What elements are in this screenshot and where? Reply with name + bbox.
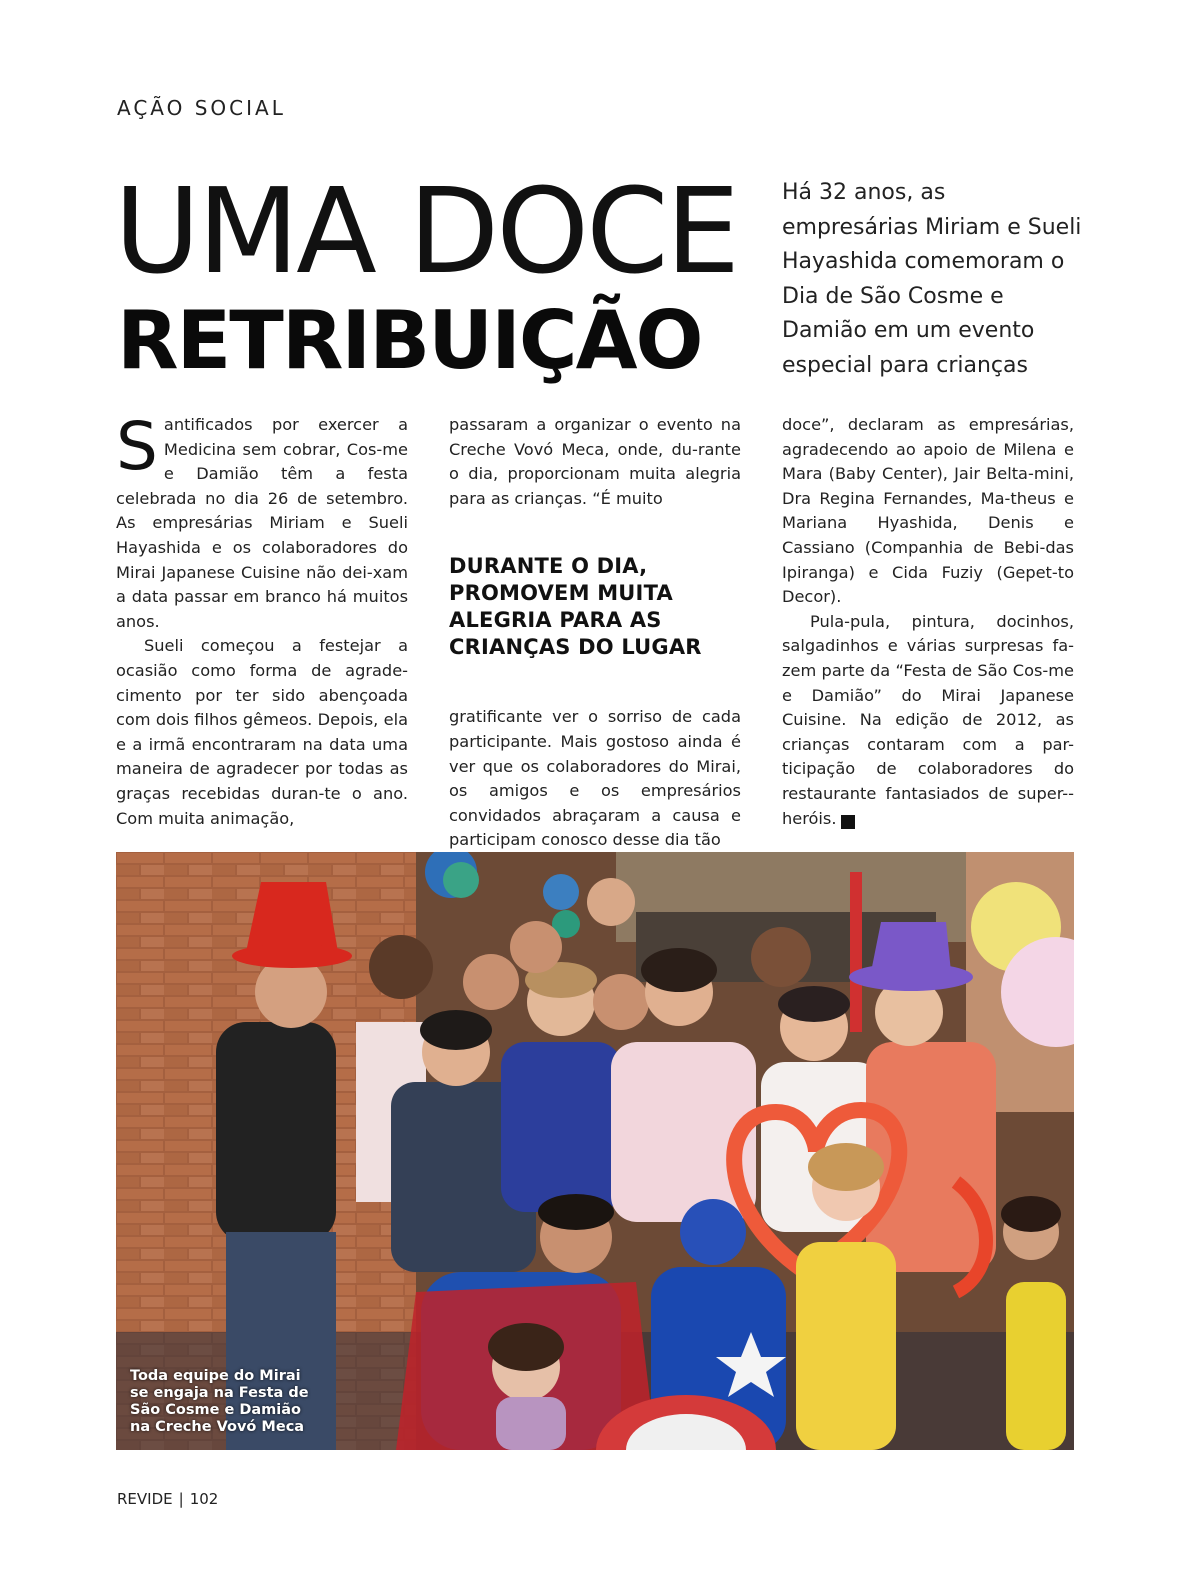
caption-line: se engaja na Festa de [130,1385,309,1401]
article-column-3 [782,413,1074,831]
pull-quote: DURANTE O DIA, PROMOVEM MUITA ALEGRIA PARA AS CRIANÇAS DO LUGAR [449,554,702,660]
paragraph [782,610,1074,831]
photo-caption [130,1368,309,1436]
end-mark-icon: r [841,815,855,829]
page-number: 102 [189,1490,219,1508]
paragraph: passaram a organizar o evento na Creche Vovó Meca, onde, du-rante o dia, proporcionam muita alegria para as crianças. “É muito [449,415,741,508]
caption-line: São Cosme e Damião [130,1402,301,1418]
paragraph: doce”, declaram as empresárias, agradecendo ao apoio de Milena e Mara (Baby Center), Jair Belta-mini, Dra Regina Fernandes, Ma-theus e Mariana Hyashida, Denis e Cassiano (Companhia de Bebi-das Ipiranga) e Cida Fuziy (Gepet-to Decor). [782,415,1074,607]
group-photo [116,852,1074,1450]
article-column-1 [116,408,408,831]
headline-line1: UMA DOCE [114,162,738,300]
section-label: AÇÃO SOCIAL [117,96,286,120]
paragraph: Sueli começou a festejar a ocasião como forma de agrade-cimento por ter sido abençoada com dois filhos gêmeos. Depois, ela e a irmã encontraram na data uma maneira de agradecer por todas as graças recebidas duran-te o ano. Com muita animação, [116,636,408,828]
paragraph: gratificante ver o sorriso de cada participante. Mais gostoso ainda é ver que os colaboradores do Mirai, os amigos e os empresários convidados abraçaram a causa e participam conosco desse dia tão [449,707,741,850]
footer-separator: | [178,1490,184,1508]
paragraph-text: antificados por exercer a Medicina sem cobrar, Cos-me e Damião têm a festa celebrada no dia 26 de setembro. As empresárias Miriam e Sueli Hayashida e os colaboradores do Mirai Japanese Cuisine não dei-xam a data passar em branco há muitos anos. [116,415,408,631]
caption-line: Toda equipe do Mirai [130,1368,301,1384]
paragraph-text: Pula-pula, pintura, docinhos, salgadinhos e várias surpresas fa-zem parte da “Festa de São Cos-me e Damião” do Mirai Japanese Cuisine. Na edição de 2012, as crianças contaram com a par-ticipação de colaboradores do restaurante fantasiados de super--heróis. [782,611,1074,828]
page-footer [117,1490,218,1508]
magazine-name: REVIDE [117,1490,173,1508]
drop-cap: S [116,408,158,485]
article-column-2 [449,413,741,853]
headline-line2: RETRIBUIÇÃO [117,294,702,387]
standfirst: Há 32 anos, as empresárias Miriam e Sueli Hayashida comemoram o Dia de São Cosme e Damião em um evento especial para crianças [782,180,1082,378]
paragraph [116,408,408,634]
caption-line: na Creche Vovó Meca [130,1419,305,1435]
group-photo-illustration [116,852,1074,1450]
